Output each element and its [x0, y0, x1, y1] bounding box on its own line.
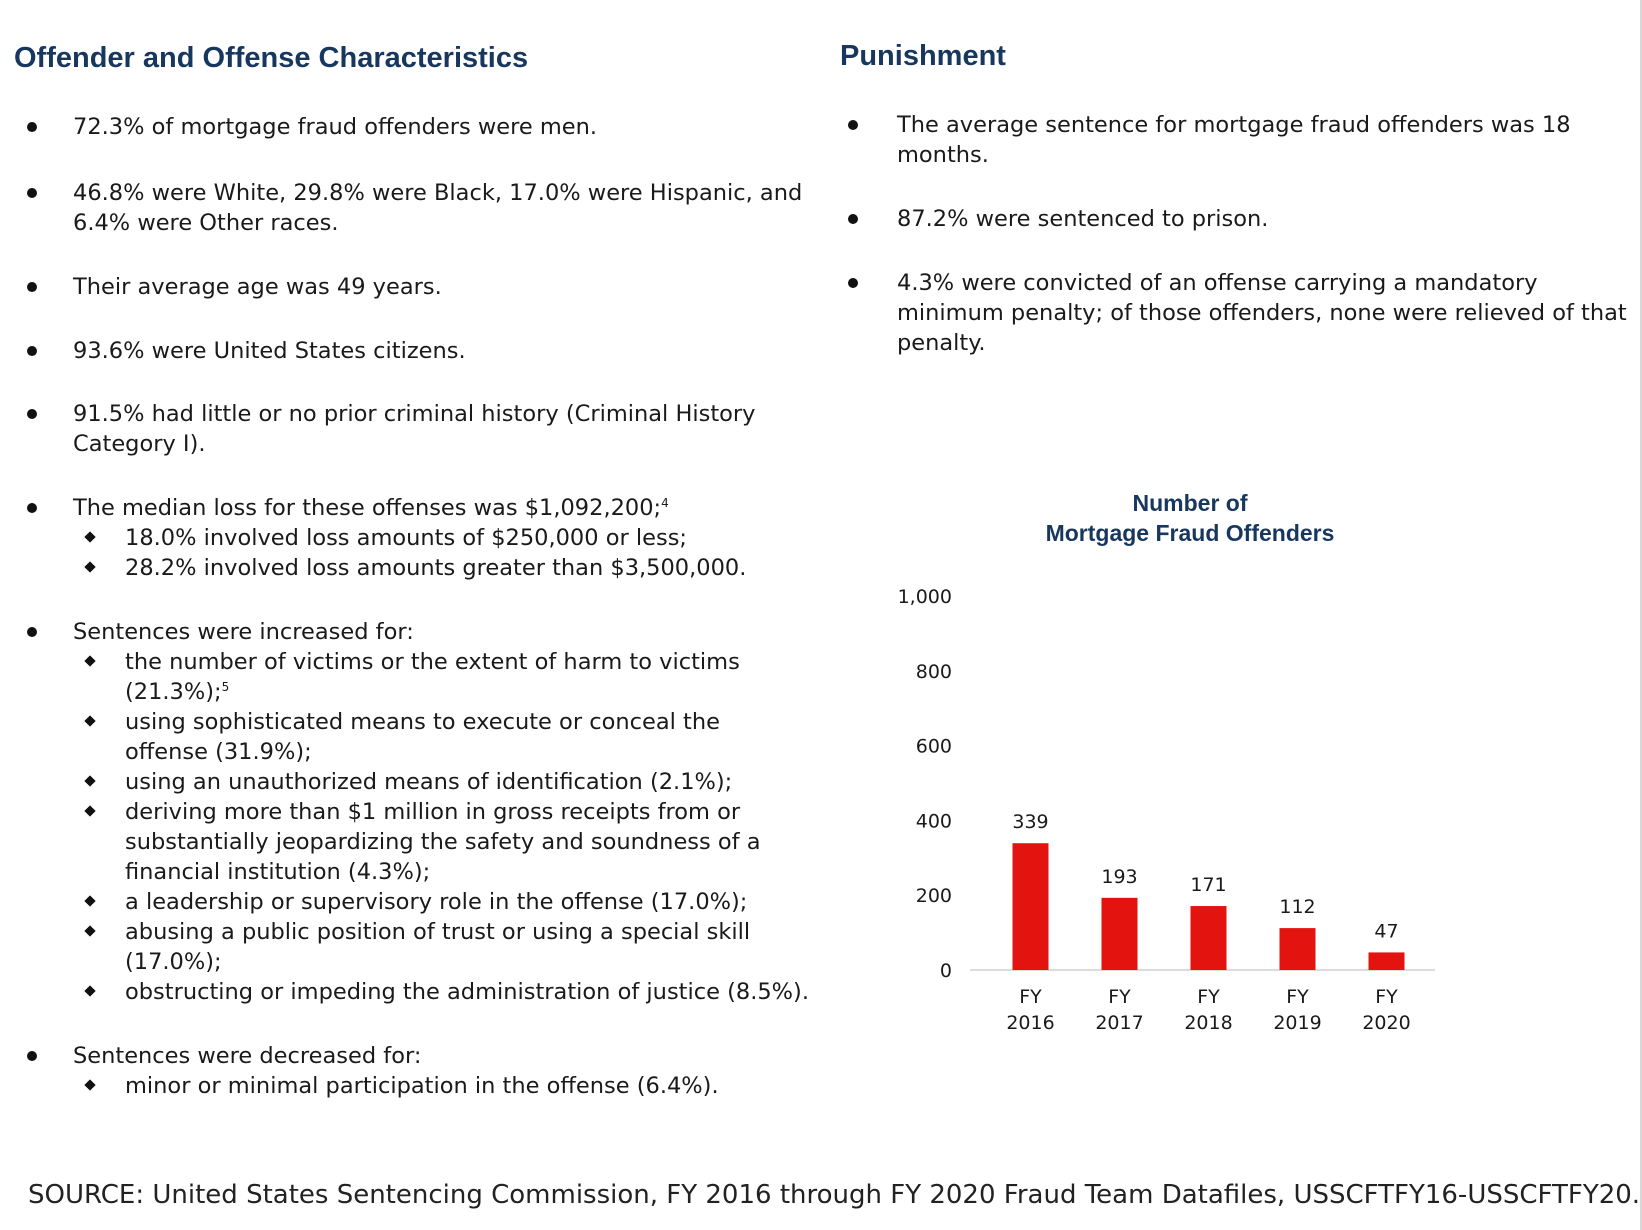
increase-sub-list: [73, 647, 833, 1007]
offenders-bar-chart: [880, 560, 1440, 1040]
x-tick-label: FY: [1375, 986, 1398, 1008]
bullet-icon: [27, 1051, 37, 1061]
sub-item-text: deriving more than $1 million in gross receipts from or substantially jeopardizing the safety and soundness of a financial institution (4.3%);: [125, 799, 761, 885]
y-tick-label: 1,000: [897, 586, 952, 608]
sub-item-text: obstructing or impeding the administration of justice (8.5%).: [125, 979, 809, 1005]
sub-list-item: [73, 707, 765, 767]
item-text: The median loss for these offenses was $1,092,200;: [73, 495, 662, 521]
x-tick-label: 2017: [1095, 1012, 1144, 1034]
offender-characteristics-list: [0, 112, 840, 1101]
x-tick-label: FY: [1108, 986, 1131, 1008]
y-tick-label: 0: [939, 960, 952, 982]
sub-list-item: [73, 553, 840, 583]
diamond-bullet-icon: [84, 775, 95, 786]
x-tick-label: 2018: [1184, 1012, 1233, 1034]
y-tick-label: 400: [915, 810, 952, 833]
bar-value-label: 339: [1012, 811, 1049, 834]
loss-sub-list: [73, 523, 840, 583]
bar-value-label: 193: [1101, 865, 1138, 888]
bar: [1191, 906, 1227, 970]
footnote-marker: 5: [221, 680, 230, 694]
item-text: The average sentence for mortgage fraud offenders was 18 months.: [897, 112, 1571, 168]
x-tick-label: 2020: [1362, 1012, 1411, 1034]
item-text: 93.6% were United States citizens.: [73, 338, 466, 364]
x-tick-label: FY: [1286, 986, 1309, 1008]
sub-list-item: [73, 1071, 840, 1101]
bar: [1013, 843, 1049, 970]
y-tick-label: 600: [915, 735, 952, 758]
list-item: [840, 268, 1640, 358]
sub-list-item: [73, 523, 840, 553]
right-heading: Punishment: [840, 40, 1006, 72]
sub-item-text: using sophisticated means to execute or conceal the offense (31.9%);: [125, 709, 720, 765]
bullet-icon: [27, 188, 37, 198]
diamond-bullet-icon: [84, 895, 95, 906]
bullet-icon: [848, 120, 858, 130]
diamond-bullet-icon: [84, 1079, 95, 1090]
diamond-bullet-icon: [84, 561, 95, 572]
decrease-sub-list: [73, 1071, 840, 1101]
bullet-icon: [27, 122, 37, 132]
sub-list-item: [73, 977, 925, 1007]
sub-list-item: [73, 917, 845, 977]
sub-list-item: [73, 767, 833, 797]
chart-title-line-1: Number of: [1132, 490, 1248, 516]
sub-item-text: minor or minimal participation in the offense (6.4%).: [125, 1073, 719, 1099]
list-item: [0, 399, 793, 459]
sub-item-text: 28.2% involved loss amounts greater than $3,500,000.: [125, 555, 747, 581]
bullet-icon: [27, 503, 37, 513]
item-text: 46.8% were White, 29.8% were Black, 17.0% were Hispanic, and 6.4% were Other races.: [73, 180, 803, 236]
item-text: Sentences were decreased for:: [73, 1043, 422, 1069]
item-text: 91.5% had little or no prior criminal history (Criminal History Category I).: [73, 401, 756, 457]
sub-list-item: [73, 887, 833, 917]
list-item: [0, 112, 840, 142]
diamond-bullet-icon: [84, 531, 95, 542]
item-text: Their average age was 49 years.: [73, 274, 442, 300]
sub-item-text: 18.0% involved loss amounts of $250,000 or less;: [125, 525, 688, 551]
bar: [1369, 952, 1405, 970]
item-text: 87.2% were sentenced to prison.: [897, 206, 1269, 232]
bar: [1280, 928, 1316, 970]
list-item: [0, 336, 840, 366]
x-tick-label: 2019: [1273, 1012, 1322, 1034]
bullet-icon: [27, 282, 37, 292]
y-tick-label: 200: [915, 885, 952, 908]
x-tick-label: FY: [1197, 986, 1220, 1008]
bar-value-label: 171: [1190, 874, 1227, 897]
list-item: [840, 110, 1587, 170]
sub-item-text: the number of victims or the extent of harm to victims (21.3%);: [125, 649, 740, 705]
diamond-bullet-icon: [84, 925, 95, 936]
item-text: 4.3% were convicted of an offense carrying a mandatory minimum penalty; of those offenders, none were relieved of that penalty.: [897, 270, 1627, 356]
sub-item-text: abusing a public position of trust or using a special skill (17.0%);: [125, 919, 751, 975]
source-note: SOURCE: United States Sentencing Commission, FY 2016 through FY 2020 Fraud Team Datafiles, USSCFTFY16-USSCFTFY20.: [28, 1180, 1641, 1210]
list-item: [0, 617, 840, 1007]
bullet-icon: [27, 346, 37, 356]
list-item: [0, 493, 840, 583]
left-heading: Offender and Offense Characteristics: [14, 42, 529, 74]
sub-item-text: a leadership or supervisory role in the offense (17.0%);: [125, 889, 748, 915]
bar-value-label: 112: [1279, 896, 1316, 919]
x-tick-label: 2016: [1006, 1012, 1055, 1034]
list-item: [0, 272, 840, 302]
diamond-bullet-icon: [84, 805, 95, 816]
list-item: [0, 178, 840, 238]
punishment-list: [840, 110, 1640, 358]
sub-list-item: [73, 797, 805, 887]
chart-title-line-2: Mortgage Fraud Offenders: [1045, 520, 1335, 546]
bullet-icon: [27, 409, 37, 419]
x-tick-label: FY: [1019, 986, 1042, 1008]
sub-list-item: [73, 647, 765, 707]
diamond-bullet-icon: [84, 715, 95, 726]
y-tick-label: 800: [915, 660, 952, 683]
item-text: Sentences were increased for:: [73, 619, 414, 645]
bar: [1102, 898, 1138, 970]
footnote-marker: 4: [661, 496, 669, 510]
list-item: [0, 1041, 840, 1101]
bullet-icon: [848, 278, 858, 288]
bar-value-label: 47: [1374, 920, 1399, 943]
list-item: [840, 204, 1640, 234]
sub-item-text: using an unauthorized means of identification (2.1%);: [125, 769, 733, 795]
bullet-icon: [27, 627, 37, 637]
diamond-bullet-icon: [84, 985, 95, 996]
diamond-bullet-icon: [84, 655, 95, 666]
item-text: 72.3% of mortgage fraud offenders were men.: [73, 114, 598, 140]
bullet-icon: [848, 214, 858, 224]
